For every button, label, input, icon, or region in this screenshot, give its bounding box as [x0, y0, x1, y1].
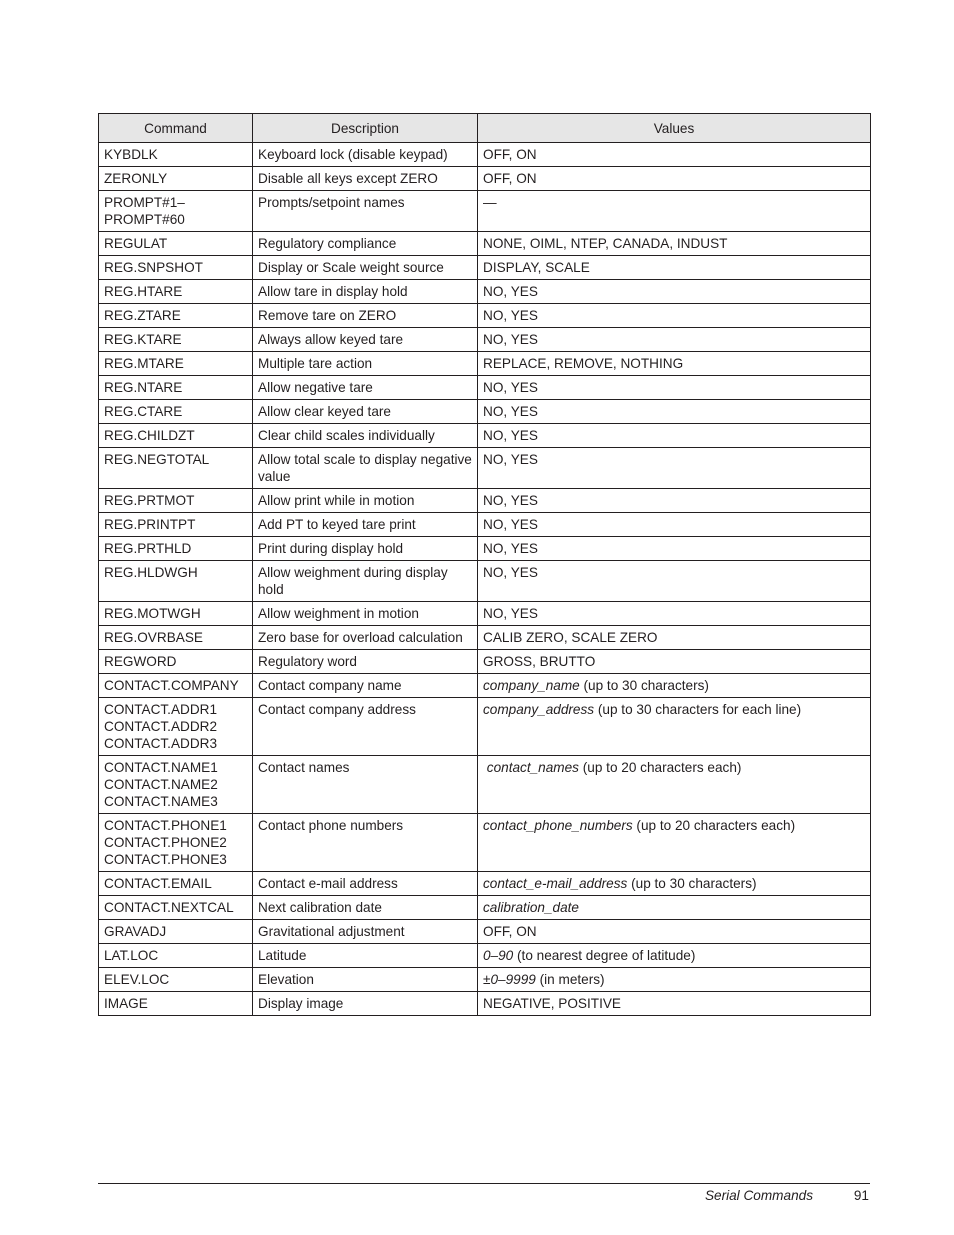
command-cell: CONTACT.NEXTCAL — [99, 896, 253, 920]
header-description: Description — [253, 114, 478, 143]
command-cell: CONTACT.PHONE1 CONTACT.PHONE2 CONTACT.PHONE3 — [99, 814, 253, 872]
values-text: (up to 20 characters each) — [578, 760, 742, 775]
values-cell — [478, 537, 871, 561]
table-row — [99, 352, 871, 376]
description-cell: Contact company address — [253, 698, 478, 756]
table-row — [99, 400, 871, 424]
values-cell — [478, 400, 871, 424]
table-row — [99, 698, 871, 756]
description-cell: Regulatory word — [253, 650, 478, 674]
values-cell — [478, 376, 871, 400]
values-text: OFF, ON — [483, 924, 537, 939]
command-cell: CONTACT.COMPANY — [99, 674, 253, 698]
values-cell — [478, 489, 871, 513]
values-cell — [478, 561, 871, 602]
values-text: NO, YES — [483, 380, 538, 395]
description-cell: Keyboard lock (disable keypad) — [253, 143, 478, 167]
command-cell: REG.HTARE — [99, 280, 253, 304]
description-cell: Multiple tare action — [253, 352, 478, 376]
values-text: (in meters) — [535, 972, 605, 987]
values-cell — [478, 992, 871, 1016]
values-cell — [478, 814, 871, 872]
values-text: (up to 30 characters for each line) — [594, 702, 802, 717]
table-row — [99, 280, 871, 304]
table-row — [99, 167, 871, 191]
table-row — [99, 376, 871, 400]
values-italic-text: company_address — [483, 702, 595, 717]
table-row — [99, 424, 871, 448]
table-row — [99, 448, 871, 489]
description-cell: Disable all keys except ZERO — [253, 167, 478, 191]
description-cell: Remove tare on ZERO — [253, 304, 478, 328]
page-number: 91 — [853, 1188, 869, 1203]
values-italic-text: calibration_date — [483, 900, 579, 915]
table-row — [99, 489, 871, 513]
values-text: NO, YES — [483, 606, 538, 621]
table-row — [99, 650, 871, 674]
values-text: NO, YES — [483, 452, 538, 467]
footer-rule — [98, 1183, 870, 1184]
table-row — [99, 968, 871, 992]
values-cell — [478, 304, 871, 328]
description-cell: Allow weighment during display hold — [253, 561, 478, 602]
command-cell: REG.SNPSHOT — [99, 256, 253, 280]
footer-section-title: Serial Commands — [704, 1188, 813, 1203]
table-row — [99, 256, 871, 280]
values-cell — [478, 626, 871, 650]
values-cell — [478, 513, 871, 537]
values-cell — [478, 328, 871, 352]
values-italic-text: company_name — [483, 678, 580, 693]
table-row — [99, 561, 871, 602]
values-text: NO, YES — [483, 308, 538, 323]
values-cell — [478, 968, 871, 992]
command-cell: REG.ZTARE — [99, 304, 253, 328]
description-cell: Contact company name — [253, 674, 478, 698]
description-cell: Latitude — [253, 944, 478, 968]
values-text: NO, YES — [483, 565, 538, 580]
values-text: NO, YES — [483, 404, 538, 419]
values-cell — [478, 872, 871, 896]
values-text: NO, YES — [483, 517, 538, 532]
description-cell: Prompts/setpoint names — [253, 191, 478, 232]
values-cell — [478, 920, 871, 944]
values-text: (up to 30 characters) — [579, 678, 709, 693]
command-cell: CONTACT.NAME1 CONTACT.NAME2 CONTACT.NAME3 — [99, 756, 253, 814]
command-cell: REG.PRTMOT — [99, 489, 253, 513]
table-row — [99, 328, 871, 352]
values-text: (up to 20 characters each) — [632, 818, 796, 833]
table-row — [99, 304, 871, 328]
description-cell: Display or Scale weight source — [253, 256, 478, 280]
command-cell: REG.MTARE — [99, 352, 253, 376]
table-row — [99, 602, 871, 626]
description-cell: Next calibration date — [253, 896, 478, 920]
table-header-row — [99, 114, 871, 143]
values-cell — [478, 167, 871, 191]
command-cell: REG.NTARE — [99, 376, 253, 400]
table-row — [99, 513, 871, 537]
description-cell: Always allow keyed tare — [253, 328, 478, 352]
command-cell: REG.PRTHLD — [99, 537, 253, 561]
command-cell: KYBDLK — [99, 143, 253, 167]
values-text: NONE, OIML, NTEP, CANADA, INDUST — [483, 236, 728, 251]
command-cell: REG.CHILDZT — [99, 424, 253, 448]
values-text: NO, YES — [483, 541, 538, 556]
description-cell: Allow clear keyed tare — [253, 400, 478, 424]
values-cell — [478, 143, 871, 167]
values-cell — [478, 756, 871, 814]
table-row — [99, 756, 871, 814]
command-cell: PROMPT#1– PROMPT#60 — [99, 191, 253, 232]
command-cell: REG.PRINTPT — [99, 513, 253, 537]
command-cell: IMAGE — [99, 992, 253, 1016]
description-cell: Contact e-mail address — [253, 872, 478, 896]
table-row — [99, 896, 871, 920]
description-cell: Display image — [253, 992, 478, 1016]
values-cell — [478, 191, 871, 232]
description-cell: Print during display hold — [253, 537, 478, 561]
header-values: Values — [478, 114, 871, 143]
values-text: DISPLAY, SCALE — [483, 260, 590, 275]
command-cell: REGWORD — [99, 650, 253, 674]
serial-commands-table — [98, 113, 871, 1016]
values-text: REPLACE, REMOVE, NOTHING — [483, 356, 684, 371]
values-cell — [478, 448, 871, 489]
values-text: (up to 30 characters) — [627, 876, 757, 891]
values-text: NO, YES — [483, 332, 538, 347]
description-cell: Allow negative tare — [253, 376, 478, 400]
values-cell — [478, 352, 871, 376]
command-cell: LAT.LOC — [99, 944, 253, 968]
description-cell: Gravitational adjustment — [253, 920, 478, 944]
table-row — [99, 992, 871, 1016]
values-cell — [478, 424, 871, 448]
values-text: NEGATIVE, POSITIVE — [483, 996, 621, 1011]
description-cell: Allow total scale to display negative value — [253, 448, 478, 489]
values-italic-text: ±0–9999 — [483, 972, 536, 987]
command-cell: CONTACT.ADDR1 CONTACT.ADDR2 CONTACT.ADDR3 — [99, 698, 253, 756]
values-text: CALIB ZERO, SCALE ZERO — [483, 630, 658, 645]
description-cell: Allow tare in display hold — [253, 280, 478, 304]
values-italic-text: 0–90 — [483, 948, 514, 963]
description-cell: Contact phone numbers — [253, 814, 478, 872]
description-cell: Elevation — [253, 968, 478, 992]
command-cell: CONTACT.EMAIL — [99, 872, 253, 896]
values-cell — [478, 698, 871, 756]
values-cell — [478, 232, 871, 256]
values-cell — [478, 256, 871, 280]
command-cell: REG.OVRBASE — [99, 626, 253, 650]
command-cell: ZERONLY — [99, 167, 253, 191]
command-cell: REG.CTARE — [99, 400, 253, 424]
table-row — [99, 920, 871, 944]
table-row — [99, 944, 871, 968]
values-cell — [478, 602, 871, 626]
command-cell: REG.NEGTOTAL — [99, 448, 253, 489]
values-cell — [478, 896, 871, 920]
values-cell — [478, 280, 871, 304]
description-cell: Clear child scales individually — [253, 424, 478, 448]
table-row — [99, 814, 871, 872]
values-italic-text: contact_phone_numbers — [483, 818, 633, 833]
command-cell: REGULAT — [99, 232, 253, 256]
table-row — [99, 872, 871, 896]
values-text: GROSS, BRUTTO — [483, 654, 596, 669]
description-cell: Regulatory compliance — [253, 232, 478, 256]
values-cell — [478, 674, 871, 698]
description-cell: Allow weighment in motion — [253, 602, 478, 626]
values-text: (to nearest degree of latitude) — [513, 948, 696, 963]
command-cell: ELEV.LOC — [99, 968, 253, 992]
table-row — [99, 674, 871, 698]
values-text: OFF, ON — [483, 147, 537, 162]
values-italic-text: contact_names — [483, 760, 579, 775]
table-row — [99, 232, 871, 256]
table-row — [99, 537, 871, 561]
description-cell: Contact names — [253, 756, 478, 814]
command-cell: REG.KTARE — [99, 328, 253, 352]
values-italic-text: contact_e-mail_address — [483, 876, 628, 891]
description-cell: Zero base for overload calculation — [253, 626, 478, 650]
values-cell — [478, 944, 871, 968]
table-row — [99, 191, 871, 232]
table-row — [99, 143, 871, 167]
description-cell: Add PT to keyed tare print — [253, 513, 478, 537]
values-text: OFF, ON — [483, 171, 537, 186]
values-cell — [478, 650, 871, 674]
header-command: Command — [99, 114, 253, 143]
values-text: NO, YES — [483, 284, 538, 299]
command-cell: REG.HLDWGH — [99, 561, 253, 602]
command-cell: GRAVADJ — [99, 920, 253, 944]
values-text: — — [483, 195, 497, 210]
table-row — [99, 626, 871, 650]
description-cell: Allow print while in motion — [253, 489, 478, 513]
values-text: NO, YES — [483, 493, 538, 508]
table-body — [99, 143, 871, 1016]
command-cell: REG.MOTWGH — [99, 602, 253, 626]
values-text: NO, YES — [483, 428, 538, 443]
